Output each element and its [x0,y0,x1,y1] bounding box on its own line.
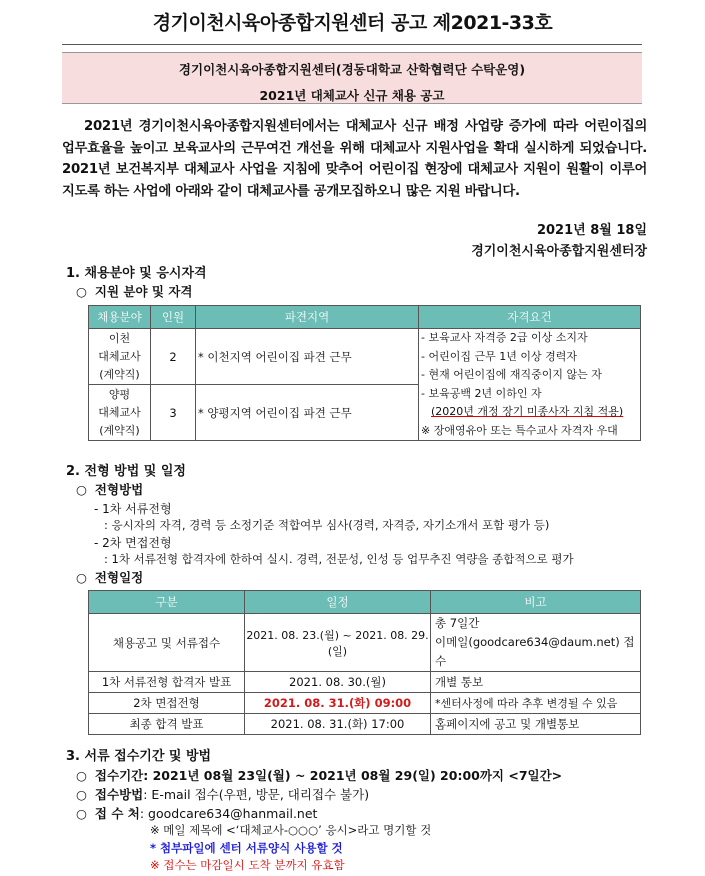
field-line: 대체교사 [98,405,141,419]
method-title-label: 전형방법 [94,482,144,497]
note-1: ※ 메일 제목에 <‘대체교사-○○○’ 응시>라고 명기할 것 [150,823,432,837]
field-line: 이천 [108,331,131,345]
schedule-note: 개별 통보 [431,672,641,693]
qualification-table [88,305,641,441]
schedule-note-line: 이메일(goodcare634@daum.net) 접수 [435,635,635,668]
field-line: 대체교사 [98,349,141,363]
table-header: 일정 [245,591,431,614]
section3-heading: 3. 서류 접수기간 및 방법 [66,749,212,764]
count-cell: 2 [151,329,196,385]
method-value: : E-mail 접수(우편, 방문, 대리접수 불가) [143,787,370,802]
table-row [89,693,641,714]
table-header: 비고 [431,591,641,614]
stage2-title: - 2차 면접전형 [94,536,172,550]
schedule-table [88,590,641,735]
schedule-note: *센터사정에 따라 추후 변경될 수 있음 [431,693,641,714]
period-value: : 2021년 08월 23일(월) ~ 2021년 08월 29(일) 20:00까지 <7일간> [143,768,563,783]
field-cell [89,385,151,441]
intro-text [62,116,647,202]
requirement-item: - 보육교사 자격증 2급 이상 소지자 [421,331,588,344]
notice-banner [62,52,642,104]
divider [62,44,642,45]
schedule-note [431,614,641,672]
method-label: 접수방법 [94,787,144,802]
schedule-title [76,568,143,586]
notice-date: 2021년 8월 18일 [536,223,647,238]
circle-bullet-icon: ○ [76,806,87,821]
schedule-item: 채용공고 및 서류접수 [89,614,245,672]
to-value: : goodcare634@hanmail.net [139,806,318,821]
region-cell: * 이천지역 어린이집 파견 근무 [196,329,419,385]
intro-paragraph: 2021년 경기이천시육아종합지원센터에서는 대체교사 신규 배정 사업량 증가에 따라 어린이집의 업무효율을 높이고 보육교사의 근무여건 개선을 위해 대체교사 지원사업을 확대 실시하게 되었습니다. 2021년 보건복지부 대체교사 사업을 지침에 맞추어 어린이집 현장에 대체교사 지원이 원활이 이루어지도록 하는 사업에 아래와 같이 대체교사를 공개모집하오니 많은 지원 바랍니다. [62,119,647,199]
schedule-item: 2차 면접전형 [89,693,245,714]
table-header: 인원 [151,306,196,329]
table-header: 채용분야 [89,306,151,329]
count-cell: 3 [151,385,196,441]
section2-heading: 2. 전형 방법 및 일정 [66,464,186,479]
section1-heading: 1. 채용분야 및 응시자격 [66,266,207,281]
circle-bullet-icon: ○ [76,570,87,585]
to-label: 접 수 처 [94,806,140,821]
field-line: (계약직) [99,367,140,381]
stage1-title: - 1차 서류전형 [94,502,172,516]
schedule-date: 2021. 08. 23.(월) ~ 2021. 08. 29.(일) [245,614,431,672]
schedule-date: 2021. 08. 30.(월) [245,672,431,693]
to-line [76,804,317,822]
field-cell [89,329,151,385]
section1-sub-label: 지원 분야 및 자격 [94,284,193,299]
requirements-cell [419,329,641,441]
note-2: * 첨부파일에 센터 서류양식 사용할 것 [150,841,343,855]
table-header: 구분 [89,591,245,614]
period-line [76,766,562,784]
banner-line-2: 2021년 대체교사 신규 채용 공고 [259,88,445,103]
period-label: 접수기간 [94,768,144,783]
table-row [89,614,641,672]
field-line: 양평 [108,387,131,401]
note-3: ※ 접수는 마감일시 도착 분까지 유효함 [150,858,345,872]
schedule-note: 홈페이지에 공고 및 개별통보 [431,714,641,735]
circle-bullet-icon: ○ [76,482,87,497]
method-title [76,480,143,498]
notice-title: 경기이천시육아종합지원센터 공고 제2021-33호 [152,12,553,34]
notice-signer: 경기이천시육아종합지원센터장 [471,244,647,259]
schedule-item: 최종 합격 발표 [89,714,245,735]
requirement-item: - 보육공백 2년 이하인 자 [421,386,542,400]
circle-bullet-icon: ○ [76,768,87,783]
stage1-desc: : 응시자의 자격, 경력 등 소정기준 적합여부 심사(경력, 자격증, 자기소개서 포함 평가 등) [104,518,550,532]
table-row [89,672,641,693]
table-header: 파견지역 [196,306,419,329]
schedule-note-line: 총 7일간 [435,616,480,630]
requirement-item: - 어린이집 근무 1년 이상 경력자 [421,349,577,363]
table-row [89,714,641,735]
section1-sub [76,282,193,300]
banner-line-1: 경기이천시육아종합지원센터(경동대학교 산학협력단 수탁운영) [178,62,526,77]
schedule-date: 2021. 08. 31.(화) 09:00 [245,693,431,714]
schedule-title-label: 전형일정 [94,570,144,585]
stage2-desc: : 1차 서류전형 합격자에 한하여 실시. 경력, 전문성, 인성 등 업무추진 역량을 종합적으로 평가 [104,552,574,566]
method-line [76,785,369,803]
field-line: (계약직) [99,423,140,437]
region-cell: * 양평지역 어린이집 파견 근무 [196,385,419,441]
requirement-note: (2020년 개정 장기 미종사자 지침 적용) [431,405,624,418]
table-header: 자격요건 [419,306,641,329]
schedule-item: 1차 서류전형 합격자 발표 [89,672,245,693]
requirement-item: - 현재 어린이집에 재직중이지 않는 자 [421,368,602,381]
schedule-date: 2021. 08. 31.(화) 17:00 [245,714,431,735]
circle-bullet-icon: ○ [76,787,87,802]
table-row [89,329,641,385]
circle-bullet-icon: ○ [76,284,87,299]
requirement-extra: ※ 장애영유아 또는 특수교사 자격자 우대 [421,423,618,437]
